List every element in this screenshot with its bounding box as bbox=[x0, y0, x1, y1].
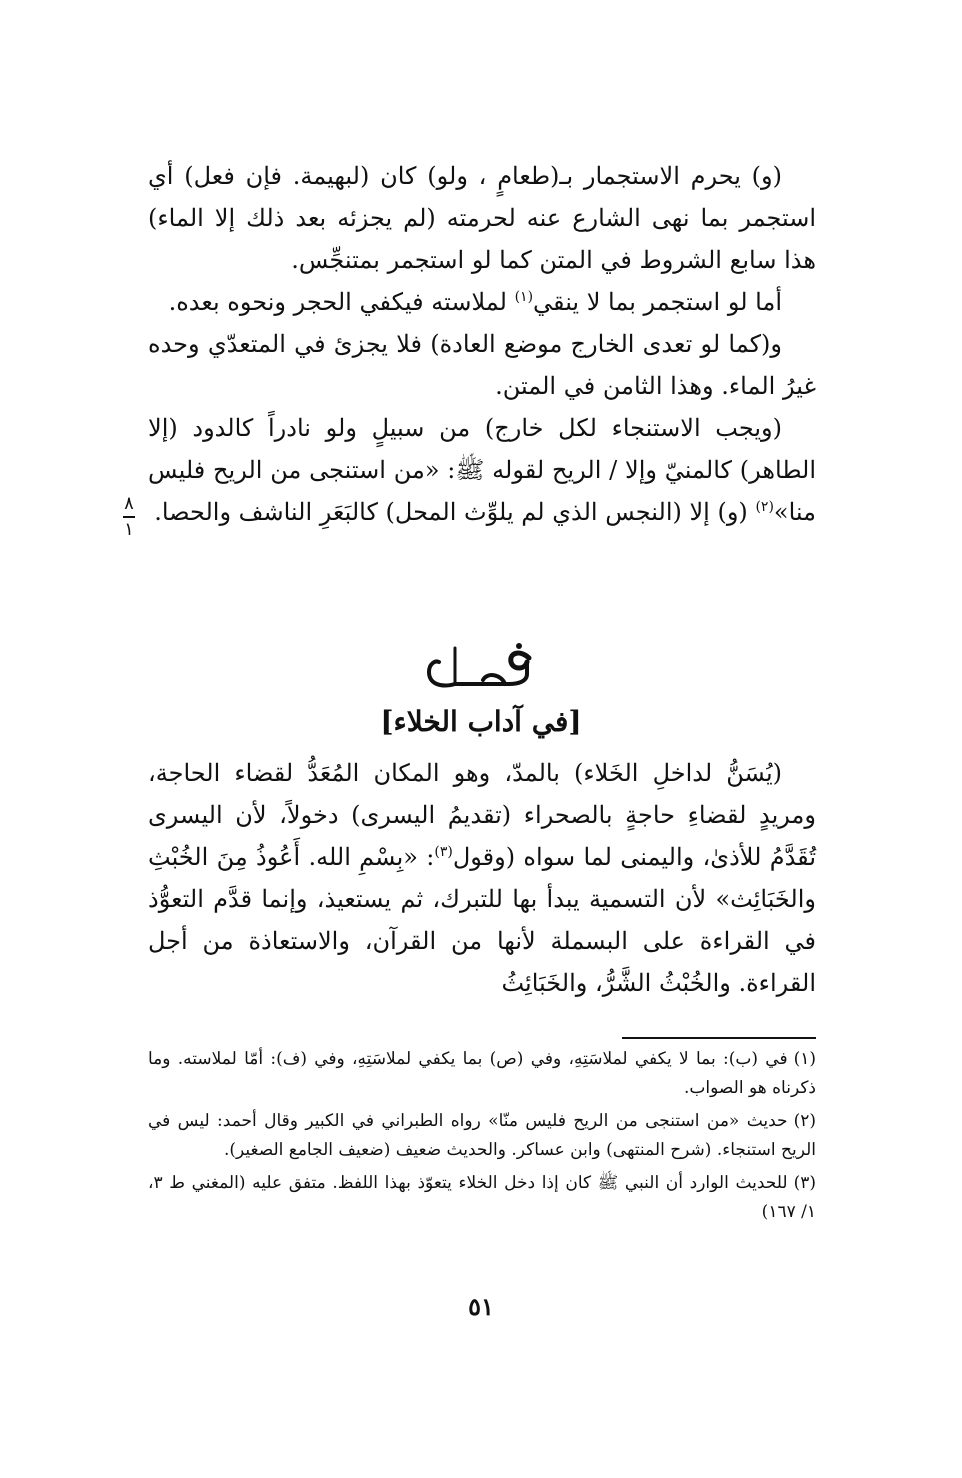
paragraph-1-text: (و) يحرم الاستجمار بـ(طعامٍ ، ولو) كان (لبهيمة. فإن فعل) أي استجمر بما نهى الشارع عنه لحرمته (لم يجزئه بعد ذلك إلا الماء) هذا سابع الشروط في المتن كما لو استجمر بمتنجِّس. bbox=[148, 162, 816, 274]
section-heading-ornament bbox=[0, 640, 962, 698]
footnotes bbox=[148, 1045, 816, 1231]
footnote-ref-3[interactable]: (٣) bbox=[434, 844, 453, 860]
footnote-3-text: للحديث الوارد أن النبي ﷺ كان إذا دخل الخلاء يتعوّذ بهذا اللفظ. متفق عليه (المغني ط ٣، ١/ ١٦٧) bbox=[148, 1173, 816, 1222]
fasl-calligraphy-icon bbox=[421, 640, 541, 698]
paragraph-4-text-a: (ويجب الاستنجاء لكل خارج) من سبيلٍ ولو نادراً كالدود (إلا الطاهر) كالمنيّ وإلا / الريح لقوله ﷺ: «من استنجى من الريح فليس منا» bbox=[148, 414, 816, 526]
margin-page-reference bbox=[118, 495, 140, 539]
footnote-ref-1[interactable]: (١) bbox=[514, 289, 534, 305]
footnote-1 bbox=[148, 1045, 816, 1103]
paragraph-5-text-b: : «بِسْمِ الله. أَعُوذُ مِنَ الخُبْثِ والخَبَائِث» لأن التسمية يبدأ بها للتبرك، ثم يستعيذ، وإنما قدَّم التعوُّذ في القراءة على البسملة لأنها من القرآن، والاستعاذة من أجل القراءة. والخُبْثُ الشَّرُّ، والخَبَائِثُ bbox=[148, 843, 817, 997]
margin-note-top: ٨ bbox=[124, 493, 134, 514]
footnote-1-number: (١) bbox=[793, 1049, 816, 1069]
footnote-3 bbox=[148, 1169, 816, 1227]
section-title: [في آداب الخلاء] bbox=[380, 705, 582, 738]
footnote-2-number: (٢) bbox=[793, 1111, 816, 1131]
footnote-2 bbox=[148, 1107, 816, 1165]
footnote-3-number: (٣) bbox=[793, 1173, 816, 1193]
main-text-block bbox=[148, 155, 816, 533]
footnote-1-text: في (ب): بما لا يكفي لملاسَتِهِ، وفي (ص) بما يكفي لملاسَتِهِ، وفي (ف): أمّا لملاسته. وما ذكرناه هو الصواب. bbox=[148, 1049, 816, 1098]
margin-note-divider bbox=[123, 516, 135, 518]
paragraph-4 bbox=[148, 407, 816, 533]
paragraph-2 bbox=[148, 281, 816, 323]
footnote-2-text: حديث «من استنجى من الريح فليس منّا» رواه الطبراني في الكبير وقال أحمد: ليس في الريح استنجاء. (شرح المنتهى) وابن عساكر. والحديث ضعيف (ضعيف الجامع الصغير). bbox=[148, 1111, 816, 1160]
paragraph-5-text-a: (يُسَنُّ لداخلِ الخَلاء) بالمدّ، وهو المكان المُعَدُّ لقضاء الحاجة، ومريدٍ لقضاءِ حاجةٍ بالصحراء (تقديمُ اليسرى) دخولاً، لأن اليسرى تُقَدَّمُ للأذىٰ، واليمنى لما سواه (وقول bbox=[148, 759, 816, 871]
margin-note-bottom: ١ bbox=[124, 519, 134, 540]
footnote-divider bbox=[622, 1037, 816, 1039]
page-number: ٥١ bbox=[468, 1292, 494, 1321]
second-text-block bbox=[148, 752, 816, 1004]
paragraph-2-text-a: أما لو استجمر بما لا ينقي bbox=[533, 288, 782, 316]
paragraph-1 bbox=[148, 155, 816, 281]
paragraph-3 bbox=[148, 323, 816, 407]
paragraph-3-text: و(كما لو تعدى الخارج موضع العادة) فلا يجزئ في المتعدّي وحده غيرُ الماء. وهذا الثامن في المتن. bbox=[148, 330, 816, 400]
footnote-ref-2[interactable]: (٢) bbox=[755, 499, 774, 515]
paragraph-5 bbox=[148, 752, 816, 1004]
paragraph-4-text-b: (و) إلا (النجس الذي لم يلوِّث المحل) كالبَعَرِ الناشف والحصا. bbox=[154, 498, 756, 526]
paragraph-2-text-b: لملاسته فيكفي الحجر ونحوه بعده. bbox=[168, 288, 515, 316]
